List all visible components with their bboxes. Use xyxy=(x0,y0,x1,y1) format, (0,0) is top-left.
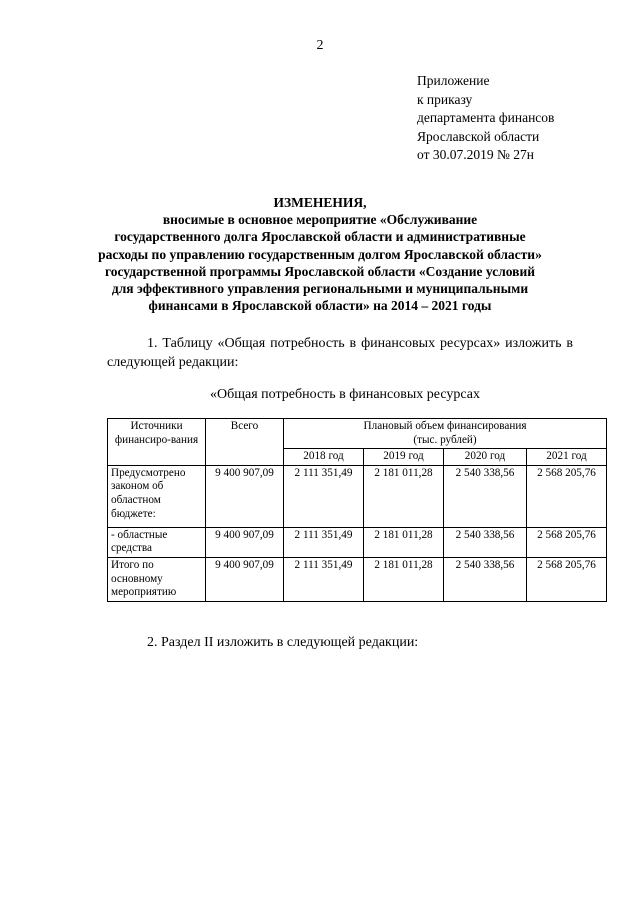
page-number: 2 xyxy=(316,38,324,53)
cell-value: 9 400 907,09 xyxy=(206,465,284,527)
cell-value: 2 540 338,56 xyxy=(444,557,527,601)
cell-value: 2 111 351,49 xyxy=(284,527,364,557)
row-label: Предусмотрено законом об областном бюджете: xyxy=(108,465,206,527)
heading-line: государственного долга Ярославской области и административные xyxy=(114,229,526,245)
heading-title: ИЗМЕНЕНИЯ, xyxy=(273,195,367,210)
cell-value: 2 111 351,49 xyxy=(284,557,364,601)
row-label: Итого по основному мероприятию xyxy=(108,557,206,601)
header-units: (тыс. рублей) xyxy=(413,433,477,446)
heading-line: расходы по управлению государственным долгом Ярославской области» xyxy=(98,246,542,262)
header-year: 2020 год xyxy=(444,449,527,466)
header-year: 2019 год xyxy=(364,449,444,466)
cell-value: 2 568 205,76 xyxy=(527,527,607,557)
table-caption: «Общая потребность в финансовых ресурсах xyxy=(210,387,480,402)
header-year: 2018 год xyxy=(284,449,364,466)
heading-line: финансами в Ярославской области» на 2014 – 2021 годы xyxy=(148,298,492,314)
appendix-line: Приложение xyxy=(417,73,490,88)
row-label: - областные средства xyxy=(108,527,206,557)
cell-value: 9 400 907,09 xyxy=(206,557,284,601)
header-total: Всего xyxy=(206,419,284,466)
cell-value: 2 111 351,49 xyxy=(284,465,364,527)
cell-value: 2 568 205,76 xyxy=(527,557,607,601)
cell-value: 2 181 011,28 xyxy=(364,527,444,557)
header-planned xyxy=(284,419,607,449)
cell-value: 2 181 011,28 xyxy=(364,465,444,527)
paragraph-1: 1. Таблицу «Общая потребность в финансовых ресурсах» изложить в следующей редакции: xyxy=(107,336,573,370)
header-source: Источники финансиро-вания xyxy=(108,419,206,466)
financing-table xyxy=(107,418,607,602)
cell-value: 2 540 338,56 xyxy=(444,465,527,527)
table-row xyxy=(108,557,607,601)
table-row xyxy=(108,527,607,557)
cell-value: 2 181 011,28 xyxy=(364,557,444,601)
appendix-line: Ярославской области xyxy=(417,128,540,144)
header-planned-title: Плановый объем финансирования xyxy=(363,420,527,432)
header-year: 2021 год xyxy=(527,449,607,466)
heading-line: для эффективного управления региональными и муниципальными xyxy=(111,281,529,297)
heading-line: государственной программы Ярославской области «Создание условий xyxy=(104,263,536,279)
cell-value: 9 400 907,09 xyxy=(206,527,284,557)
appendix-block xyxy=(417,72,554,165)
appendix-line: от 30.07.2019 № 27н xyxy=(417,147,534,163)
document-heading xyxy=(90,194,550,314)
table-header-row xyxy=(108,419,607,449)
paragraph-2: 2. Раздел II изложить в следующей редакции: xyxy=(147,635,419,650)
cell-value: 2 540 338,56 xyxy=(444,527,527,557)
appendix-line: к приказу xyxy=(417,91,473,107)
cell-value: 2 568 205,76 xyxy=(527,465,607,527)
appendix-line: департамента финансов xyxy=(417,110,555,126)
heading-line: вносимые в основное мероприятие «Обслуживание xyxy=(162,212,478,228)
table-row xyxy=(108,465,607,527)
